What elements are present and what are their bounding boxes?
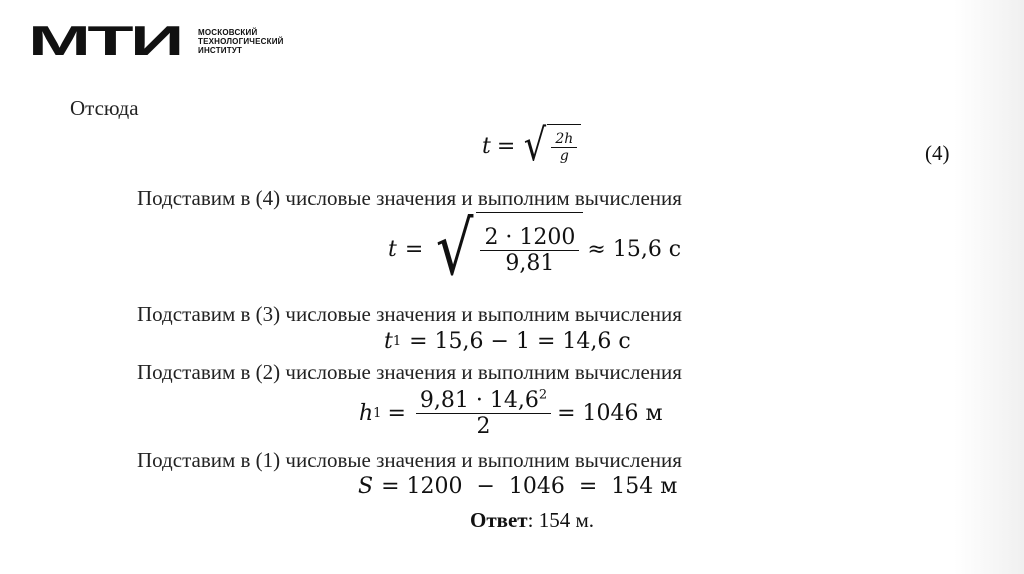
calc-h1-denominator: 2: [476, 414, 491, 440]
calc-t1-result: = 15,6 − 1 = 14,6 с: [409, 329, 631, 354]
calc-h1-eq: =: [387, 401, 406, 427]
equation-number-4: (4): [925, 141, 950, 165]
formula-4-denominator: g: [559, 148, 569, 164]
answer-label: Ответ: [470, 508, 528, 532]
formula-4-radicand: [547, 124, 581, 168]
calc-h1-numerator-base: 9,81 · 14,6: [419, 388, 539, 413]
calc-h1-fraction: [416, 388, 551, 440]
calc-h1-result: = 1046 м: [557, 401, 663, 427]
logo-text-line-1: МОСКОВСКИЙ: [198, 27, 258, 37]
calc-t-sqrt: [431, 206, 583, 292]
calc-t-numerator: 2 · 1200: [480, 225, 579, 251]
formula-4-sqrt: [521, 120, 581, 171]
substitute-3-text: Подставим в (3) числовые значения и выполним вычисления: [137, 302, 682, 326]
formula-4-fraction: [551, 131, 577, 164]
radical-sign: √: [435, 206, 474, 292]
calc-t-result: ≈ 15,6 с: [587, 236, 682, 262]
substitute-2-text: Подставим в (2) числовые значения и выполним вычисления: [137, 360, 682, 384]
calc-t1: [384, 329, 631, 354]
logo-text-line-3: ИНСТИТУТ: [198, 45, 243, 55]
calc-t1-lhs: t: [384, 329, 393, 354]
calc-t-lhs: t: [388, 236, 397, 262]
calc-h1-subscript: 1: [373, 406, 382, 422]
mti-logo: [28, 17, 284, 64]
calc-h1: [359, 388, 663, 440]
calc-t-eq: =: [404, 236, 424, 262]
substitute-4-text: Подставим в (4) числовые значения и выполним вычисления: [137, 186, 682, 210]
calc-t-fraction: [480, 225, 579, 277]
substitute-1-text: Подставим в (1) числовые значения и выполним вычисления: [137, 448, 682, 472]
page-edge-shadow: [954, 0, 1024, 574]
formula-4-numerator: 2h: [551, 131, 577, 148]
calc-s: [358, 474, 677, 499]
hence-text: Отсюда: [70, 96, 139, 120]
formula-4-lhs: t: [482, 133, 491, 159]
calc-s-result: = 1200 − 1046 = 154 м: [381, 474, 678, 499]
radical-sign: √: [524, 120, 547, 171]
logo-mark: МТИ: [28, 17, 181, 64]
logo-text-line-2: ТЕХНОЛОГИЧЕСКИЙ: [198, 36, 284, 46]
calc-t: [388, 206, 682, 292]
answer-line: [470, 508, 594, 533]
calc-h1-exponent: 2: [538, 387, 548, 403]
calc-t1-subscript: 1: [392, 334, 402, 349]
calc-t-denominator: 9,81: [505, 251, 555, 276]
formula-4-eq: =: [496, 133, 516, 159]
answer-value: : 154 м.: [527, 508, 595, 532]
calc-s-lhs: S: [358, 474, 374, 499]
calc-h1-lhs: h: [359, 401, 374, 427]
calc-h1-numerator: [416, 388, 551, 414]
calc-t-radicand: [476, 212, 583, 286]
formula-4: [482, 120, 581, 171]
